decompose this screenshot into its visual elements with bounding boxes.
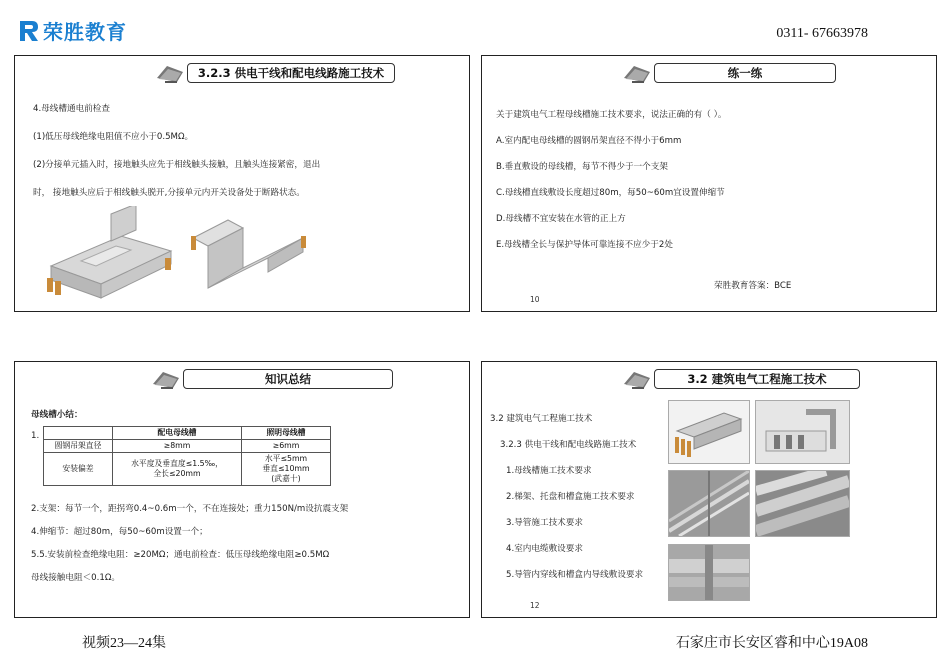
book-icon (622, 368, 652, 390)
option-c: C.母线槽直线敷设长度超过80m，每50~60m宜设置伸缩节 (496, 188, 725, 198)
summary-subtitle: 母线槽小结： (31, 410, 83, 420)
item-number: 1. (31, 431, 40, 441)
table-header: 配电母线槽 (113, 427, 242, 440)
footer-address: 石家庄市长安区睿和中心19A08 (675, 636, 868, 651)
text-line: 5.导管内穿线和槽盒内导线敷设要求 (506, 570, 644, 580)
table-cell: 水平≤5mm 垂直≤10mm (武嘉十) (242, 453, 331, 486)
table-header (44, 427, 113, 440)
busway-tee-image (41, 206, 181, 306)
book-icon (622, 62, 652, 84)
table-cell: ≥6mm (242, 440, 331, 453)
table-row (44, 440, 331, 453)
table-cell: 水平度及垂直度≤1.5‰， 全长≤20mm (113, 453, 242, 486)
text-line: (2)分接单元插入时，接地触头应先于相线触头接触，且触头连接紧密，退出 (33, 160, 321, 170)
page-number: 12 (530, 601, 540, 610)
phone-number: 0311- 67663978 (776, 26, 868, 41)
text-line: 4.室内电缆敷设要求 (506, 544, 583, 554)
slide-title: 知识总结 (183, 369, 393, 389)
book-icon (155, 62, 185, 84)
page-number: 10 (530, 295, 540, 304)
slide-electrical-tech (481, 361, 937, 618)
slide-title: 3.2 建筑电气工程施工技术 (654, 369, 860, 389)
slide-header (622, 369, 860, 389)
steel-pipes-photo (755, 470, 850, 537)
table-row (44, 453, 331, 486)
slide-title: 3.2.3 供电干线和配电线路施工技术 (187, 63, 395, 83)
busway-photo (668, 400, 750, 464)
conduit-ceiling-photo (668, 470, 750, 537)
option-d: D.母线槽不宜安装在水管的正上方 (496, 214, 626, 224)
table-header: 照明母线槽 (242, 427, 331, 440)
busway-spec-table (43, 426, 331, 486)
option-b: B.垂直敷设的母线槽，每节不得少于一个支架 (496, 162, 668, 172)
logo-icon (18, 19, 40, 43)
text-line: (1)低压母线绝缘电阻值不应小于0.5MΩ。 (33, 132, 194, 142)
book-icon (151, 368, 181, 390)
table-cell: ≥8mm (113, 440, 242, 453)
option-a: A.室内配电母线槽的圆钢吊架直径不得小于6mm (496, 136, 682, 146)
text-line: 3.2.3 供电干线和配电线路施工技术 (500, 440, 637, 450)
text-line: 4.母线槽通电前检查 (33, 104, 110, 114)
busway-elbow-image (183, 208, 333, 304)
footer-video-label: 视频23—24集 (82, 636, 166, 651)
answer-text: 荣胜教育答案：BCE (714, 281, 792, 291)
slide-busway-check (14, 55, 470, 312)
slide-header (151, 369, 393, 389)
text-line: 4.伸缩节：超过80m，每50~60m设置一个； (31, 527, 208, 537)
table-cell: 圆钢吊架直径 (44, 440, 113, 453)
cable-tray-photo (755, 400, 850, 464)
text-line: 3.2 建筑电气工程施工技术 (490, 414, 593, 424)
slide-header (622, 63, 836, 83)
brand-logo (18, 16, 127, 45)
slide-header (155, 63, 395, 83)
option-e: E.母线槽全长与保护导体可靠连接不应少于2处 (496, 240, 673, 250)
text-line: 时， 接地触头应后于相线触头脱开,分接单元内开关设备处于断路状态。 (33, 188, 305, 198)
slide-practice (481, 55, 937, 312)
text-line: 母线接触电阻＜0.1Ω。 (31, 573, 120, 583)
trunking-photo (668, 544, 750, 601)
slide-title: 练一练 (654, 63, 836, 83)
text-line: 2.支架：每节一个，距拐弯0.4~0.6m一个，不在连接处；重力150N/m设抗震支架 (31, 504, 349, 514)
text-line: 3.导管施工技术要求 (506, 518, 583, 528)
text-line: 5.5.安装前检查绝缘电阻：≥20MΩ；通电前检查：低压母线绝缘电阻≥0.5MΩ (31, 550, 330, 560)
question-text: 关于建筑电气工程母线槽施工技术要求，说法正确的有（ ）。 (496, 110, 727, 120)
text-line: 1.母线槽施工技术要求 (506, 466, 592, 476)
text-line: 2.梯架、托盘和槽盒施工技术要求 (506, 492, 635, 502)
table-cell: 安装偏差 (44, 453, 113, 486)
logo-text: 荣胜教育 (43, 20, 127, 44)
slide-summary (14, 361, 470, 618)
